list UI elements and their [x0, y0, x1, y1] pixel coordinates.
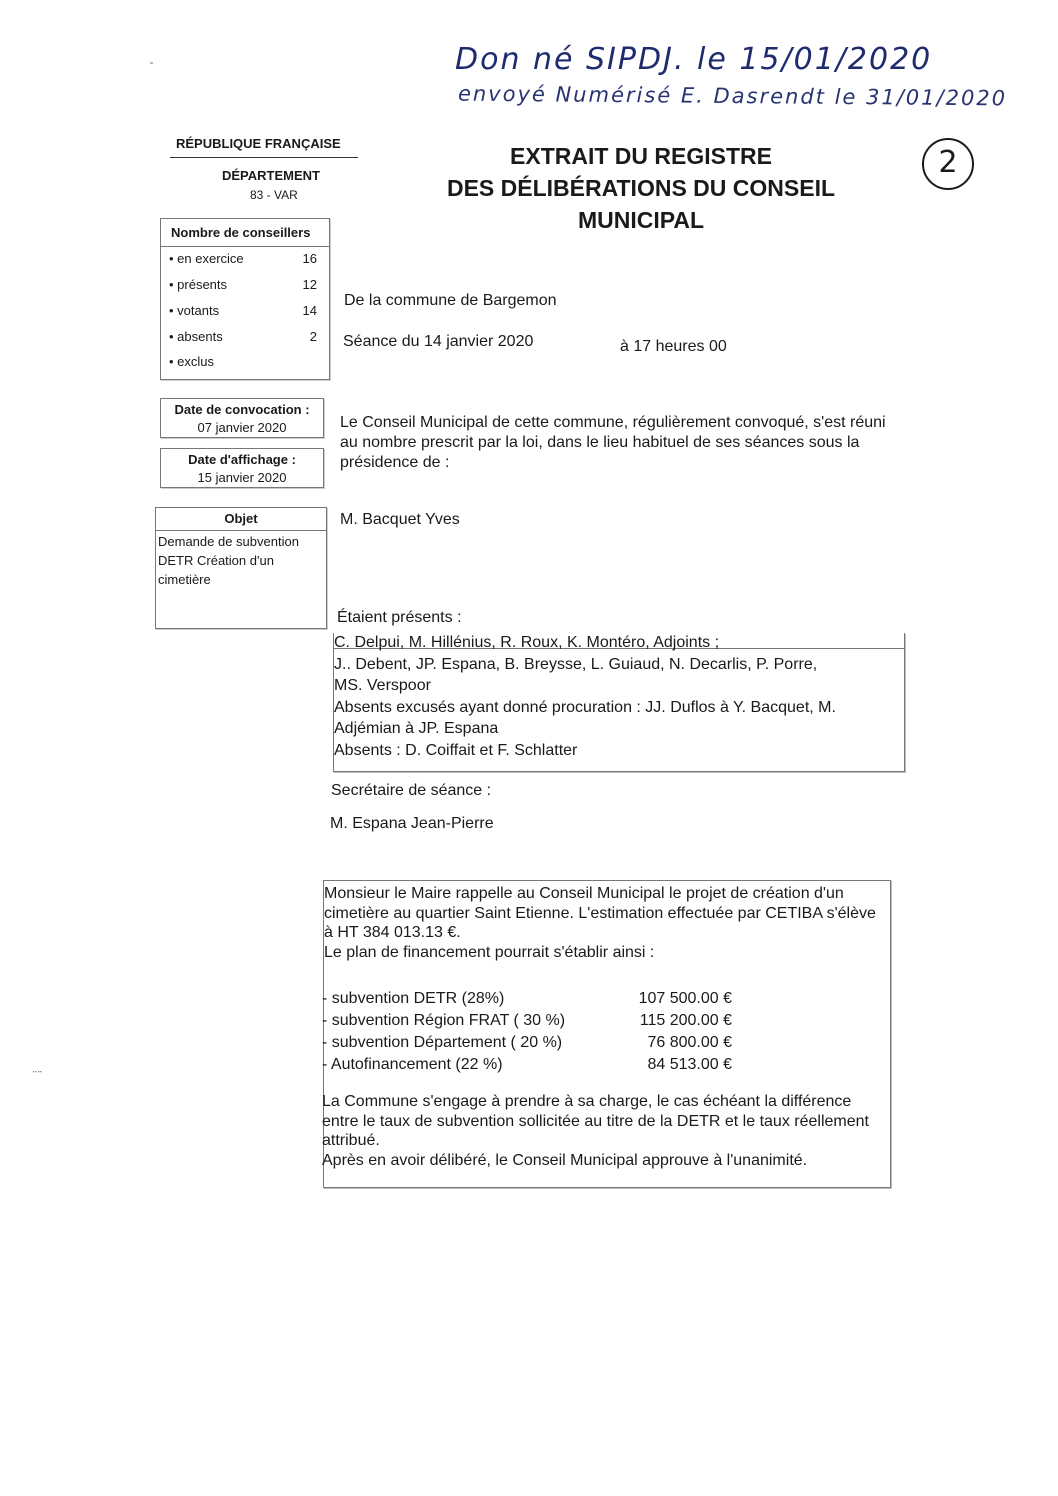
department-name: 83 - VAR: [250, 188, 298, 202]
council-count-box: [160, 218, 330, 380]
handwritten-annotation-line2: envoyé Numérisé E. Dasrendt le 31/01/2020: [457, 81, 1008, 111]
session-date: Séance du 14 janvier 2020: [343, 333, 534, 350]
convocation-date-box: [160, 398, 324, 438]
posting-label: Date d'affichage :: [188, 452, 296, 467]
department-label: DÉPARTEMENT: [222, 168, 320, 183]
handwritten-annotation-line1: Don né SIPDJ. le 15/01/2020: [455, 42, 933, 77]
financing-row-label: - subvention Département ( 20 %): [322, 1034, 563, 1051]
deliberation-paragraph: Monsieur le Maire rappelle au Conseil Municipal le projet de création d'un cimetière au quartier Saint Etienne. L'estimation effectuée par CETIBA s'élève à HT 384 013.13 €.: [324, 885, 876, 941]
financing-row-amount: 84 513.00 €: [647, 1056, 732, 1073]
deliberation-conclusion: [322, 1092, 888, 1170]
attendance-label: Étaient présents :: [337, 609, 462, 626]
session-intro: Le Conseil Municipal de cette commune, régulièrement convoqué, s'est réuni au nombre prescrit par la loi, dans le lieu habituel de ses séances sous la présidence de :: [340, 414, 886, 471]
commitment-paragraph: La Commune s'engage à prendre à sa charge, le cas échéant la différence entre le taux de subvention sollicitée au titre de la DETR et le taux réellement attribué.: [322, 1093, 869, 1149]
attendance-list: [334, 632, 899, 761]
subject-heading: Objet: [224, 511, 258, 526]
convocation-label: Date de convocation :: [174, 402, 310, 417]
council-row-label: • votants: [169, 303, 220, 318]
financing-row-label: - subvention DETR (28%): [322, 990, 505, 1007]
council-row-label: • absents: [169, 329, 223, 344]
attendance-line: MS. Verspoor: [334, 677, 431, 694]
scan-smudge: ⁞: [30, 1070, 44, 1074]
subject-box: [155, 507, 327, 629]
council-count-heading: Nombre de conseillers: [171, 225, 311, 240]
scan-speck: [150, 62, 153, 64]
posting-value: 15 janvier 2020: [197, 470, 287, 485]
commune-line: De la commune de Bargemon: [344, 292, 557, 309]
secretary-name: M. Espana Jean-Pierre: [330, 815, 494, 832]
financing-row: [322, 990, 732, 1011]
financing-plan-intro: Le plan de financement pourrait s'établir ainsi :: [324, 943, 655, 961]
financing-row: [322, 1012, 732, 1033]
attendance-line: J.. Debent, JP. Espana, B. Breysse, L. Guiaud, N. Decarlis, P. Porre,: [334, 655, 818, 673]
attendance-line: Absents excusés ayant donné procuration : JJ. Duflos à Y. Bacquet, M.: [334, 698, 836, 716]
financing-row: [322, 1056, 732, 1077]
council-row-value: 12: [302, 277, 317, 292]
republic-underline: [170, 157, 358, 158]
approval-paragraph: Après en avoir délibéré, le Conseil Municipal approuve à l'unanimité.: [322, 1151, 808, 1169]
council-count-divider: [161, 246, 329, 247]
council-row-value: 14: [302, 303, 317, 318]
financing-row-amount: 115 200.00 €: [639, 1012, 732, 1029]
council-row-value: 2: [309, 329, 317, 344]
financing-row: [322, 1034, 732, 1055]
council-row-value: 16: [302, 251, 317, 266]
title-line-1: EXTRAIT DU REGISTRE: [510, 143, 772, 169]
attendance-line: Absents : D. Coiffait et F. Schlatter: [334, 741, 578, 759]
posting-date-box: [160, 448, 324, 488]
financing-row-amount: 107 500.00 €: [638, 990, 732, 1007]
subject-text: Demande de subvention DETR Création d'un cimetière: [158, 534, 299, 587]
convocation-value: 07 janvier 2020: [197, 420, 287, 435]
document-title: [400, 140, 882, 236]
title-line-2: DES DÉLIBÉRATIONS DU CONSEIL: [446, 175, 836, 201]
deliberation-intro: [324, 884, 884, 962]
financing-row-amount: 76 800.00 €: [647, 1034, 732, 1051]
secretary-label: Secrétaire de séance :: [331, 782, 492, 799]
council-row-label: • présents: [169, 277, 228, 292]
title-line-3: MUNICIPAL: [577, 207, 705, 233]
financing-row-label: - subvention Région FRAT ( 30 %): [322, 1012, 566, 1029]
subject-divider: [156, 530, 326, 531]
session-time: à 17 heures 00: [620, 338, 727, 355]
attendance-line: C. Delpui, M. Hillénius, R. Roux, K. Montéro, Adjoints ;: [334, 634, 720, 651]
republic-label: RÉPUBLIQUE FRANÇAISE: [176, 136, 341, 151]
president-name: M. Bacquet Yves: [340, 511, 460, 528]
page-number-circle: 2: [922, 138, 974, 190]
council-row-label: • en exercice: [169, 251, 244, 266]
financing-row-label: - Autofinancement (22 %): [322, 1056, 503, 1073]
council-row-label: • exclus: [169, 354, 215, 369]
attendance-line: Adjémian à JP. Espana: [334, 720, 499, 737]
